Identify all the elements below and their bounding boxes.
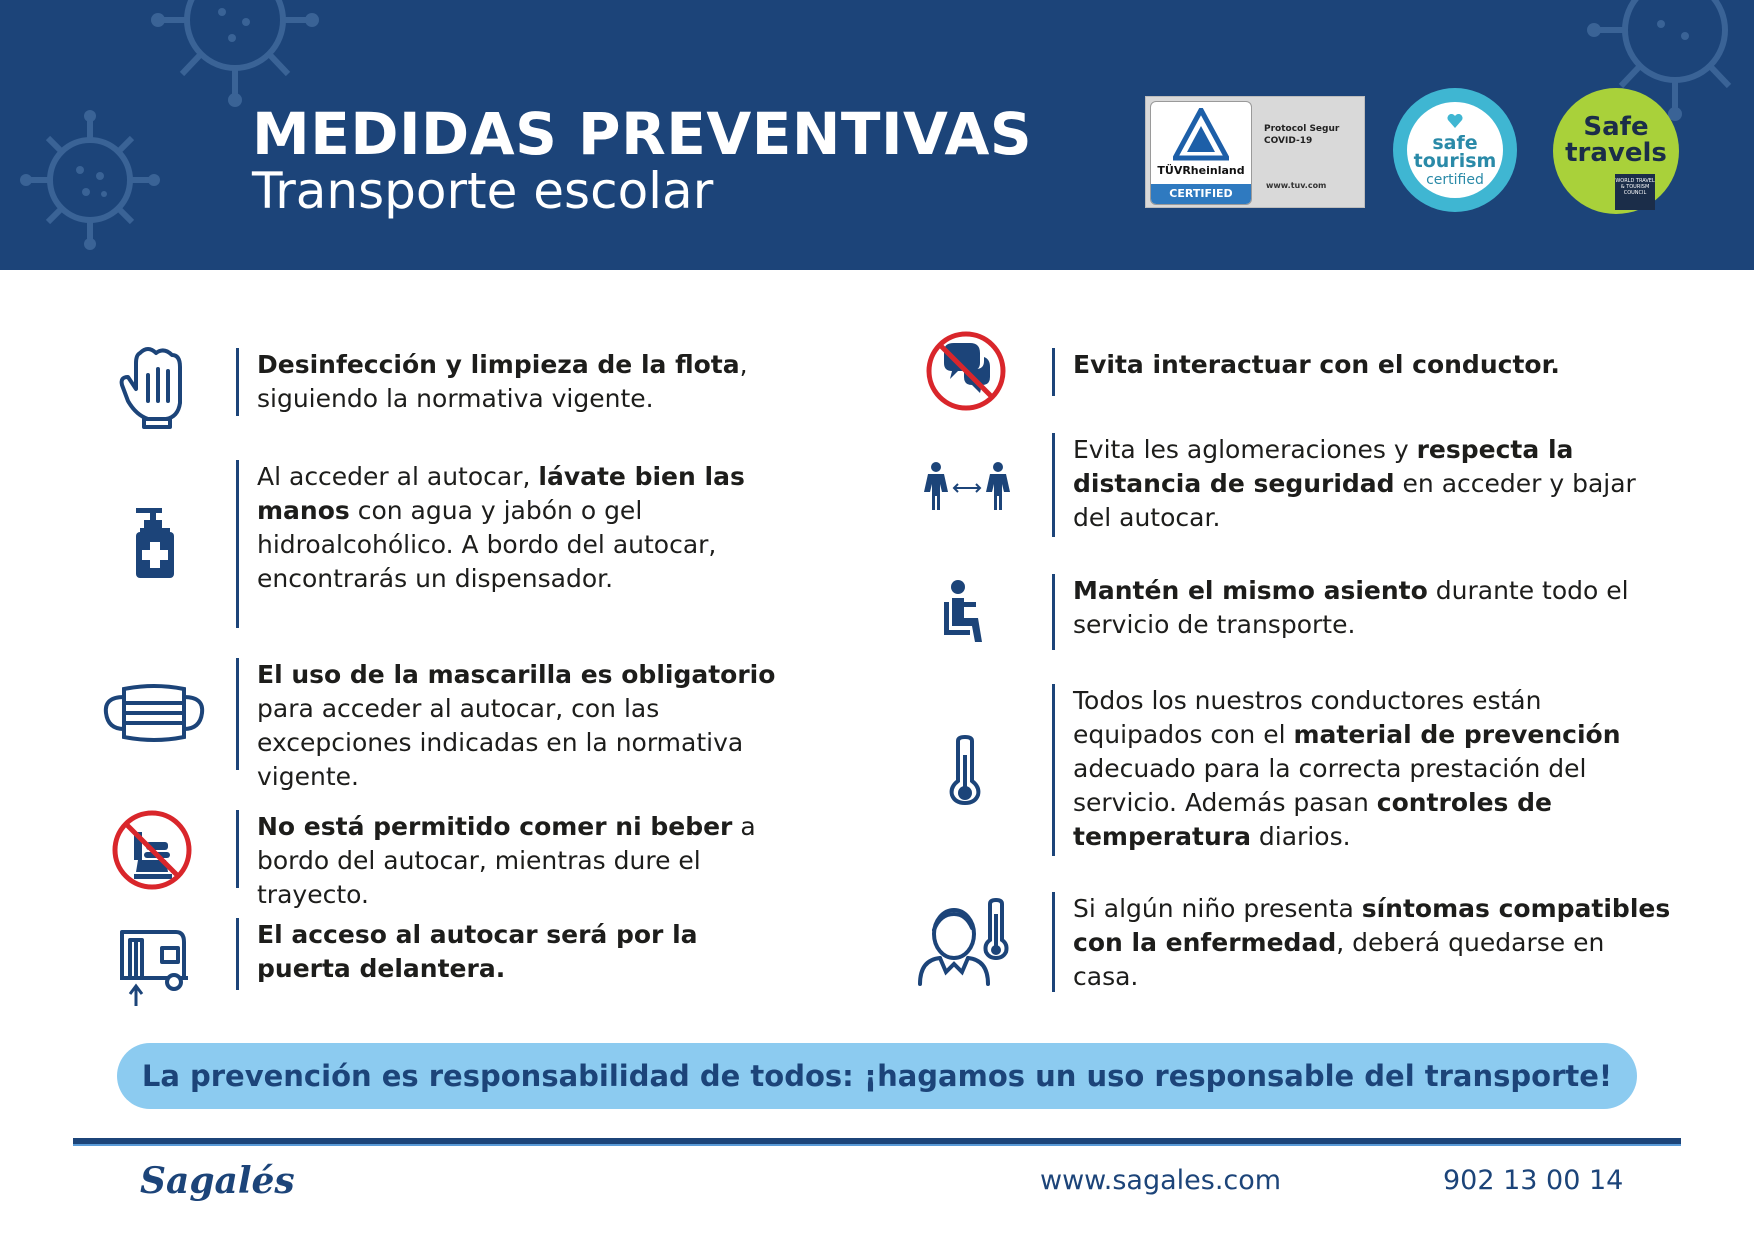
heart-icon — [1447, 114, 1463, 128]
thermometer-icon — [948, 735, 982, 805]
info-item-no-food: No está permitido comer ni beber a bordo del autocar, mientras dure el trayecto. — [236, 810, 777, 888]
tuv-certified: CERTIFIED — [1151, 184, 1251, 204]
header — [0, 0, 1754, 270]
no-food-icon — [110, 808, 194, 892]
info-item-hand-wash: Al acceder al autocar, lávate bien las manos con agua y jabón o gel hidroalcohólico. A bordo del autocar, encontrarás un dispensador. — [236, 460, 777, 628]
tuv-brand: TÜVRheinland — [1157, 164, 1245, 177]
safe-tourism-badge — [1393, 88, 1517, 212]
info-item-front-door: El acceso al autocar será por la puerta delantera. — [236, 918, 777, 990]
responsibility-banner: La prevención es responsabilidad de todos: ¡hagamos un uso responsable del transporte! — [117, 1043, 1637, 1109]
info-item-same-seat: Mantén el mismo asiento durante todo el servicio de transporte. — [1052, 574, 1673, 650]
tuv-logo-icon — [1173, 108, 1229, 162]
virus-decoration-icon — [20, 110, 160, 250]
bus-front-door-icon — [118, 926, 190, 1008]
info-item-mask: El uso de la mascarilla es obligatorio para acceder al autocar, con las excepciones indicadas en la normativa vigente. — [236, 658, 777, 770]
info-item-disinfection: Desinfección y limpieza de la flota, siguiendo la normativa vigente. — [236, 348, 777, 416]
safe-travels-line1: Safe — [1583, 112, 1649, 142]
wttc-logo: WORLD TRAVEL & TOURISM COUNCIL — [1615, 174, 1655, 210]
info-item-driver-prevention: Todos los nuestros conductores están equipados con el material de prevención adecuado para la correcta prestación del servicio. Además pasan controles de temperatura diarios. — [1052, 684, 1673, 856]
no-talking-icon — [924, 329, 1008, 413]
safe-travels-badge — [1553, 88, 1679, 214]
seated-person-icon — [944, 580, 988, 644]
safe-tourism-line1: safe — [1432, 132, 1478, 154]
info-item-no-driver-interaction: Evita interactuar con el conductor. — [1052, 348, 1673, 396]
social-distance-icon — [924, 462, 1010, 512]
virus-decoration-icon — [150, 0, 320, 110]
tuv-url: www.tuv.com — [1266, 181, 1327, 190]
info-item-symptoms: Si algún niño presenta síntomas compatibles con la enfermedad, deberá quedarse en casa. — [1052, 892, 1673, 992]
safe-travels-line2: travels — [1565, 138, 1667, 168]
tuv-protocol: Protocol Segur COVID-19 — [1264, 124, 1340, 146]
phone-number: 902 13 00 14 — [1443, 1165, 1624, 1196]
face-mask-icon — [102, 683, 206, 743]
safe-tourism-line3: certified — [1426, 172, 1484, 188]
page-subtitle: Transporte escolar — [252, 162, 714, 220]
footer-divider — [73, 1138, 1681, 1146]
sagales-logo: Sagalés — [140, 1160, 295, 1202]
hand-sanitizer-icon — [132, 508, 180, 580]
gloved-hand-icon — [118, 345, 188, 429]
page-title: MEDIDAS PREVENTIVAS — [252, 100, 1033, 168]
safe-tourism-line2: tourism — [1413, 150, 1497, 172]
website-link[interactable]: www.sagales.com — [1040, 1165, 1282, 1196]
tuv-badge — [1145, 96, 1365, 208]
child-fever-icon — [916, 898, 1016, 986]
info-item-social-distance: Evita les aglomeraciones y respecta la distancia de seguridad en acceder y bajar del autocar. — [1052, 433, 1673, 537]
